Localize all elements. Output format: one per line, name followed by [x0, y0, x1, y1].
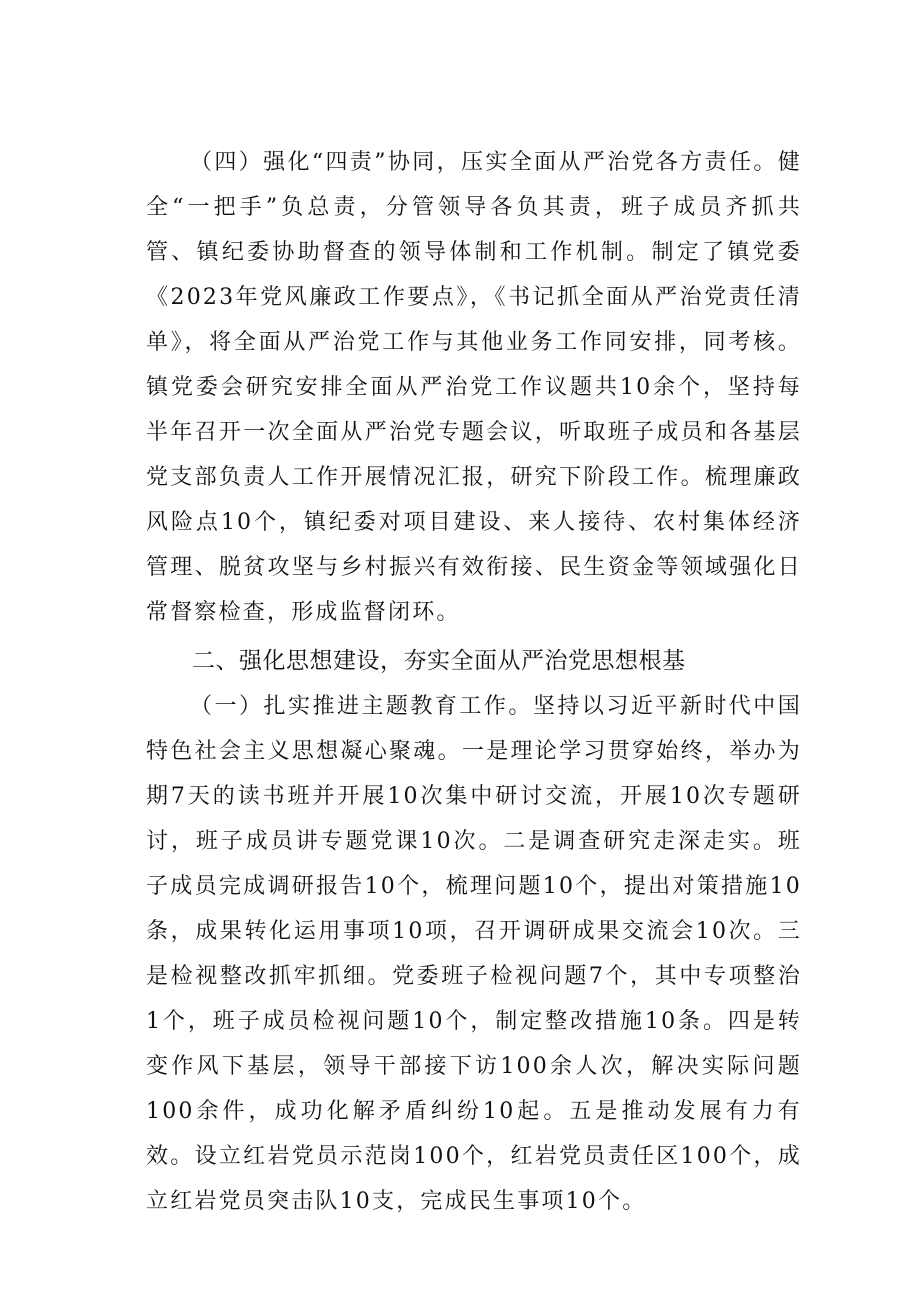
paragraph-responsibility: （四）强化“四责”协同，压实全面从严治党各方责任。健全“一把手”负总责，分管领导各负其责，班子成员齐抓共管、镇纪委协助督查的领导体制和工作机制。制定了镇党委《2023年党风廉政工作要点》，《书记抓全面从严治党责任清单》，将全面从严治党工作与其他业务工作同安排，同考核。镇党委会研究安排全面从严治党工作议题共10余个，坚持每半年召开一次全面从严治党专题会议，听取班子成员和各基层党支部负责人工作开展情况汇报，研究下阶段工作。梳理廉政风险点10个，镇纪委对项目建设、来人接待、农村集体经济管理、脱贫攻坚与乡村振兴有效衔接、民生资金等领域强化日常督察检查，形成监督闭环。: [146, 150, 802, 625]
paragraph-theme-education: （一）扎实推进主题教育工作。坚持以习近平新时代中国特色社会主义思想凝心聚魂。一是理论学习贯穿始终，举办为期7天的读书班并开展10次集中研讨交流，开展10次专题研讨，班子成员讲专题党课10次。二是调查研究走深走实。班子成员完成调研报告10个，梳理问题10个，提出对策措施10条，成果转化运用事项10项，召开调研成果交流会10次。三是检视整改抓牢抓细。党委班子检视问题7个，其中专项整治1个，班子成员检视问题10个，制定整改措施10条。四是转变作风下基层，领导干部接下访100余人次，解决实际问题100余件，成功化解矛盾纠纷10起。五是推动发展有力有效。设立红岩党员示范岗100个，红岩党员责任区100个，成立红岩党员突击队10支，完成民生事项10个。: [146, 694, 802, 1214]
document-body: [146, 140, 802, 1224]
section-heading-ideology: 二、强化思想建设，夯实全面从严治党思想根基: [192, 648, 686, 674]
